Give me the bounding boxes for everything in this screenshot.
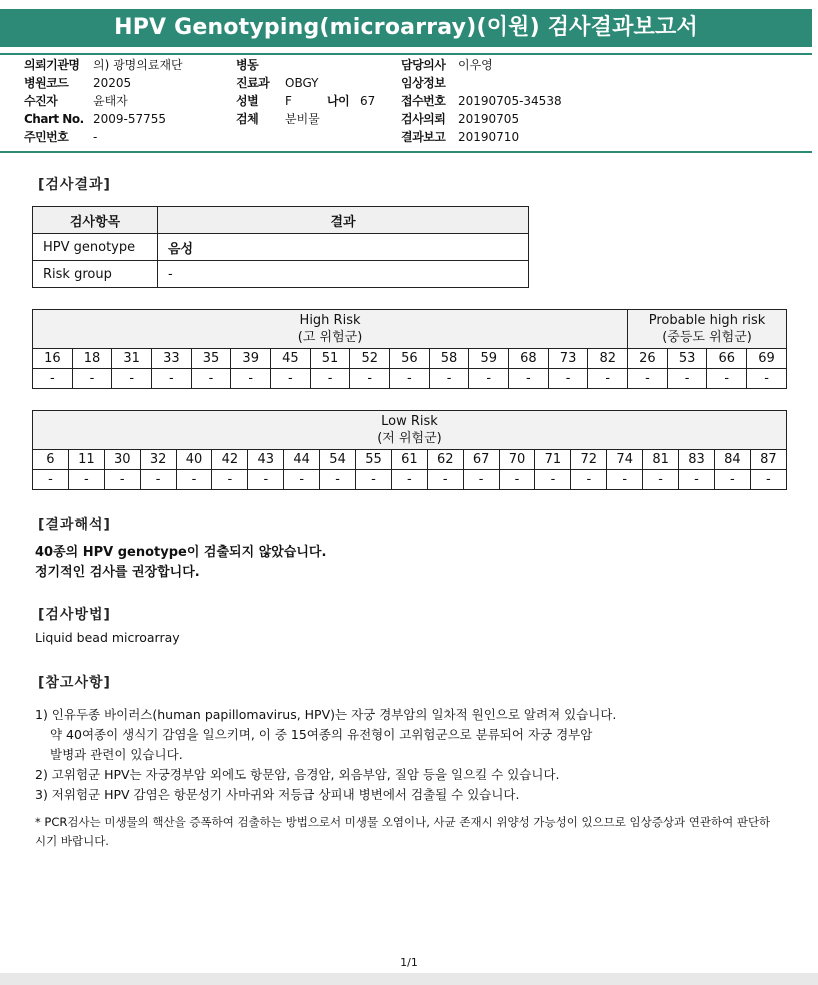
hpv-type-cell: 68 — [509, 349, 549, 369]
hpv-type-cell: 26 — [628, 349, 668, 369]
age-value: 67 — [360, 94, 376, 108]
low-risk-label: Low Risk — [381, 414, 438, 429]
info-value: 20205 — [93, 76, 132, 90]
hpv-type-cell: 84 — [714, 450, 750, 470]
hpv-result-cell: - — [750, 470, 786, 490]
table-row — [33, 261, 529, 288]
info-value: 분비물 — [285, 112, 320, 126]
hpv-result-cell: - — [176, 470, 212, 490]
info-value: OBGY — [285, 76, 319, 90]
hpv-type-cell: 30 — [104, 450, 140, 470]
hpv-result-cell: - — [33, 470, 69, 490]
hpv-result-cell: - — [571, 470, 607, 490]
hpv-type-cell: 82 — [588, 349, 628, 369]
hpv-type-cell: 45 — [271, 349, 311, 369]
hpv-result-cell: - — [390, 369, 430, 389]
hpv-type-cell: 71 — [535, 450, 571, 470]
hpv-result-cell: - — [140, 470, 176, 490]
probable-risk-group-header — [628, 310, 787, 349]
hpv-result-cell: - — [707, 369, 747, 389]
hpv-type-cell: 62 — [427, 450, 463, 470]
hpv-type-cell: 42 — [212, 450, 248, 470]
low-risk-table — [32, 410, 787, 490]
hpv-type-cell: 70 — [499, 450, 535, 470]
hpv-type-cell: 39 — [231, 349, 271, 369]
hpv-type-cell: 81 — [643, 450, 679, 470]
info-value: 2009-57755 — [93, 112, 167, 126]
hpv-result-cell: - — [112, 369, 152, 389]
note-line: 1) 인유두종 바이러스(human papillomavirus, HPV)는 자궁 경부암의 일차적 원인으로 알려져 있습니다. — [35, 707, 617, 722]
hpv-type-cell: 58 — [429, 349, 469, 369]
hpv-result-cell: - — [427, 470, 463, 490]
info-label: 검사의뢰 — [401, 112, 446, 126]
hpv-type-cell: 55 — [356, 450, 392, 470]
info-label: 담당의사 — [401, 58, 446, 72]
high-risk-label: High Risk — [299, 313, 361, 328]
interpretation-line: 정기적인 검사를 권장합니다. — [35, 565, 200, 580]
note-line: 3) 저위험군 HPV 감염은 항문성기 사마귀와 저등급 상피내 병변에서 검출될 수 있습니다. — [35, 787, 520, 802]
section-title-method: [검사방법] — [38, 607, 111, 623]
hpv-type-cell: 83 — [679, 450, 715, 470]
info-value: 20190705-34538 — [458, 94, 562, 108]
hpv-type-cell: 56 — [390, 349, 430, 369]
hpv-type-cell: 51 — [310, 349, 350, 369]
page-bottom-bar — [0, 973, 818, 985]
header-bottom-rule — [0, 151, 812, 153]
hpv-result-cell: - — [33, 369, 73, 389]
hpv-result-cell: - — [509, 369, 549, 389]
hpv-result-cell: - — [271, 369, 311, 389]
section-title-result: [검사결과] — [38, 177, 111, 193]
hpv-result-cell: - — [429, 369, 469, 389]
hpv-type-cell: 52 — [350, 349, 390, 369]
info-label: 임상정보 — [401, 76, 446, 90]
info-label: 진료과 — [236, 76, 270, 90]
hpv-type-cell: 11 — [68, 450, 104, 470]
high-risk-sublabel: (고 위험군) — [297, 330, 363, 345]
hpv-result-cell: - — [68, 470, 104, 490]
note-line: 약 40여종이 생식기 감염을 일으키며, 이 중 15여종의 유전형이 고위험군으로 분류되어 자궁 경부암 — [50, 727, 593, 742]
hpv-type-cell: 32 — [140, 450, 176, 470]
hpv-type-cell: 74 — [607, 450, 643, 470]
hpv-type-cell: 69 — [747, 349, 787, 369]
hpv-result-cell: - — [248, 470, 284, 490]
hpv-type-cell: 35 — [191, 349, 231, 369]
hpv-type-cell: 6 — [33, 450, 69, 470]
low-risk-result-row — [33, 470, 787, 490]
info-value: 윤태자 — [93, 94, 128, 108]
info-label: Chart No. — [24, 112, 84, 126]
info-label: 검체 — [236, 112, 259, 126]
hpv-result-cell: - — [548, 369, 588, 389]
result-header-result: 결과 — [158, 207, 529, 234]
hpv-type-cell: 31 — [112, 349, 152, 369]
hpv-result-cell: - — [310, 369, 350, 389]
low-risk-group-header — [33, 411, 787, 450]
hpv-result-cell: - — [320, 470, 356, 490]
hpv-result-cell: - — [535, 470, 571, 490]
info-label: 접수번호 — [401, 94, 446, 108]
hpv-result-cell: - — [72, 369, 112, 389]
note-line: 발병과 관련이 있습니다. — [50, 747, 183, 762]
hpv-type-cell: 44 — [284, 450, 320, 470]
info-value: - — [93, 130, 98, 144]
hpv-result-cell: - — [667, 369, 707, 389]
report-title: HPV Genotyping(microarray)(이원) 검사결과보고서 — [0, 9, 812, 47]
hpv-type-cell: 72 — [571, 450, 607, 470]
hpv-result-cell: - — [152, 369, 192, 389]
hpv-result-cell: - — [643, 470, 679, 490]
high-risk-result-row — [33, 369, 787, 389]
result-value: - — [158, 261, 529, 288]
high-risk-table — [32, 309, 787, 389]
footnote: * PCR검사는 미생물의 핵산을 증폭하여 검출하는 방법으로서 미생물 오염이나, 사균 존재시 위양성 가능성이 있으므로 임상증상과 연관하여 판단하시기 바랍니다. — [35, 815, 771, 848]
hpv-type-cell: 73 — [548, 349, 588, 369]
hpv-type-cell: 40 — [176, 450, 212, 470]
low-risk-sublabel: (저 위험군) — [377, 431, 442, 446]
hpv-result-cell: - — [212, 470, 248, 490]
hpv-result-cell: - — [350, 369, 390, 389]
age-label: 나이 — [327, 94, 350, 108]
info-label: 의뢰기관명 — [24, 58, 80, 72]
hpv-type-cell: 53 — [667, 349, 707, 369]
hpv-result-cell: - — [231, 369, 271, 389]
result-table — [32, 206, 529, 288]
info-value: 20190705 — [458, 112, 520, 126]
hpv-result-cell: - — [588, 369, 628, 389]
low-risk-type-row — [33, 450, 787, 470]
result-item: HPV genotype — [33, 234, 158, 261]
high-risk-group-header — [33, 310, 628, 349]
hpv-result-cell: - — [628, 369, 668, 389]
hpv-result-cell: - — [284, 470, 320, 490]
note-line: 2) 고위험군 HPV는 자궁경부암 외에도 항문암, 음경암, 외음부암, 질암 등을 일으킬 수 있습니다. — [35, 767, 560, 782]
hpv-type-cell: 66 — [707, 349, 747, 369]
result-header-item: 검사항목 — [33, 207, 158, 234]
hpv-result-cell: - — [391, 470, 427, 490]
info-label: 병동 — [236, 58, 259, 72]
hpv-result-cell: - — [104, 470, 140, 490]
section-title-interpretation: [결과해석] — [38, 517, 111, 533]
department-info-column — [236, 56, 386, 128]
hpv-result-cell: - — [356, 470, 392, 490]
hpv-result-cell: - — [747, 369, 787, 389]
info-value: F — [285, 94, 292, 108]
hpv-result-cell: - — [463, 470, 499, 490]
info-label: 병원코드 — [24, 76, 69, 90]
result-value: 음성 — [158, 234, 529, 261]
hpv-type-cell: 33 — [152, 349, 192, 369]
hpv-type-cell: 43 — [248, 450, 284, 470]
reference-notes — [35, 705, 616, 805]
info-label: 수진자 — [24, 94, 58, 108]
header-top-rule — [0, 53, 812, 55]
hpv-type-cell: 18 — [72, 349, 112, 369]
info-value: 이우영 — [458, 58, 493, 72]
hpv-result-cell: - — [714, 470, 750, 490]
info-value: 의) 광명의료재단 — [93, 58, 183, 72]
info-label: 성별 — [236, 94, 259, 108]
interpretation-text — [35, 543, 326, 583]
info-label: 주민번호 — [24, 130, 69, 144]
probable-risk-sublabel: (중등도 위험군) — [662, 330, 752, 345]
high-risk-type-row — [33, 349, 787, 369]
patient-info-column — [24, 56, 224, 146]
hpv-type-cell: 67 — [463, 450, 499, 470]
hpv-type-cell: 16 — [33, 349, 73, 369]
section-title-reference: [참고사항] — [38, 675, 111, 691]
hpv-type-cell: 61 — [391, 450, 427, 470]
interpretation-line: 40종의 HPV genotype이 검출되지 않았습니다. — [35, 545, 327, 560]
hpv-result-cell: - — [679, 470, 715, 490]
hpv-result-cell: - — [191, 369, 231, 389]
info-label: 결과보고 — [401, 130, 446, 144]
hpv-result-cell: - — [607, 470, 643, 490]
table-row — [33, 234, 529, 261]
report-info-column — [401, 56, 621, 146]
page-number: 1/1 — [400, 956, 418, 969]
hpv-result-cell: - — [469, 369, 509, 389]
info-value: 20190710 — [458, 130, 520, 144]
hpv-type-cell: 54 — [320, 450, 356, 470]
method-text: Liquid bead microarray — [35, 630, 180, 645]
hpv-type-cell: 59 — [469, 349, 509, 369]
hpv-result-cell: - — [499, 470, 535, 490]
hpv-type-cell: 87 — [750, 450, 786, 470]
probable-risk-label: Probable high risk — [648, 313, 766, 328]
result-item: Risk group — [33, 261, 158, 288]
